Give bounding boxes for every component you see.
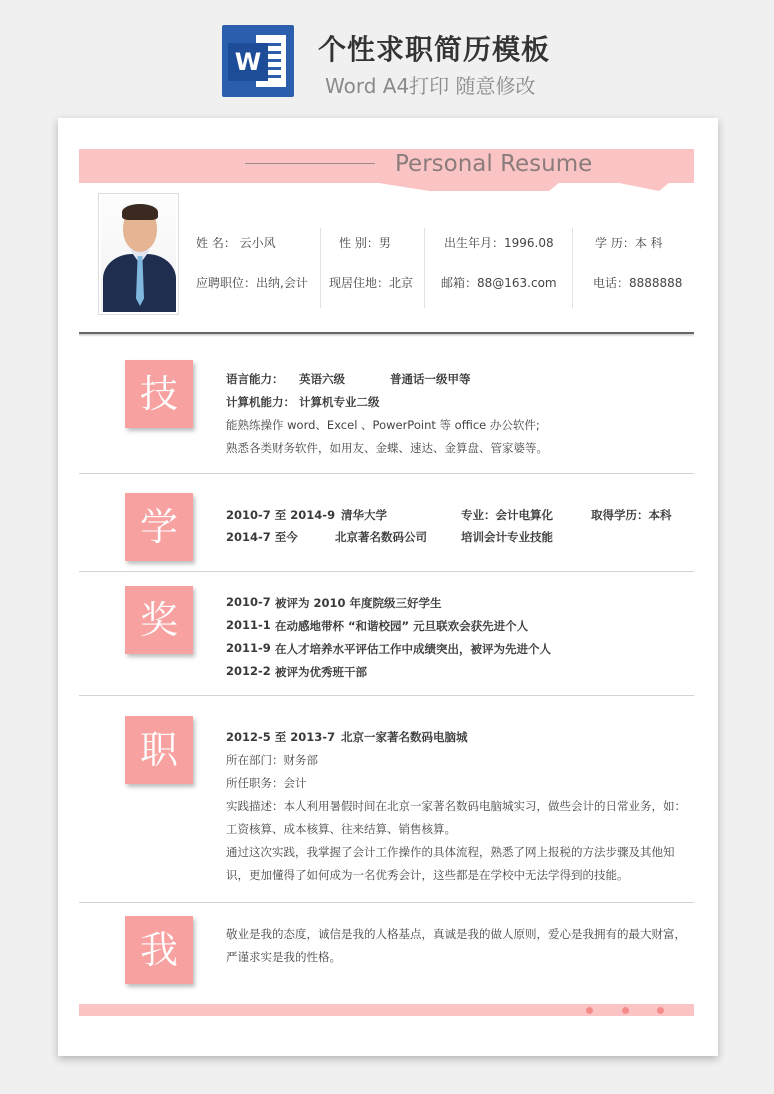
section-divider <box>79 902 694 903</box>
study-org-1: 清华大学 <box>341 508 387 522</box>
award-date: 2011-9 <box>226 641 271 655</box>
skills-computer-label: 计算机能力： <box>226 395 295 409</box>
profile-email: 邮箱：88@163.com <box>441 276 557 290</box>
profile-divider <box>320 228 321 308</box>
work-description: 通过这次实践，我掌握了会计工作操作的具体流程，熟悉了网上报税的方法步骤及其他知 <box>226 845 675 859</box>
footer-dot <box>657 1007 664 1014</box>
award-date: 2010-7 <box>226 595 271 609</box>
study-org-2: 北京著名数码公司 <box>335 530 427 544</box>
page-header <box>0 0 774 118</box>
skills-office: 能熟练操作 word、Excel 、PowerPoint 等 office 办公软件; <box>226 418 540 432</box>
award-date: 2012-2 <box>226 664 271 678</box>
resume-page <box>58 118 718 1056</box>
study-major: 专业：会计电算化 <box>461 508 553 522</box>
profile-rule-shadow <box>79 334 694 337</box>
footer-bar <box>79 1004 694 1016</box>
template-title: 个性求职简历模板 <box>318 33 551 66</box>
profile-name: 姓 名： 云小风 <box>196 236 276 250</box>
profile-divider <box>572 228 573 308</box>
award-text: 在动感地带杯 “和谐校园” 元旦联欢会获先进个人 <box>275 619 529 633</box>
self-evaluation: 敬业是我的态度，诚信是我的人格基点，真诚是我的做人原则，爱心是我拥有的最大财富， <box>226 927 686 941</box>
word-icon-letter: W <box>228 43 268 81</box>
award-text: 被评为优秀班干部 <box>275 665 367 679</box>
profile-education: 学 历：本 科 <box>595 236 663 250</box>
study-period-2: 2014-7 至今 <box>226 530 298 544</box>
work-department: 所在部门：财务部 <box>226 753 318 767</box>
section-tag-study: 学 <box>125 493 193 561</box>
section-divider <box>79 571 694 572</box>
skills-language-label: 语言能力： <box>226 372 284 386</box>
banner-title: Personal Resume <box>395 151 593 177</box>
skills-computer-value: 计算机专业二级 <box>299 395 380 409</box>
study-period-1: 2010-7 至 2014-9 <box>226 508 336 522</box>
section-tag-self: 我 <box>125 916 193 984</box>
work-description: 实践描述：本人利用暑假时间在北京一家著名数码电脑城实习，做些会计的日常业务，如： <box>226 799 686 813</box>
award-text: 被评为 2010 年度院级三好学生 <box>275 596 442 610</box>
work-role: 所任职务：会计 <box>226 776 307 790</box>
work-description: 识，更加懂得了如何成为一名优秀会计，这些都是在学校中无法学得到的技能。 <box>226 868 629 882</box>
footer-dot <box>622 1007 629 1014</box>
work-period: 2012-5 至 2013-7 <box>226 730 336 744</box>
profile-gender: 性 别：男 <box>339 236 391 250</box>
profile-phone: 电话：8888888 <box>593 276 683 290</box>
profile-position: 应聘职位：出纳,会计 <box>196 276 308 290</box>
banner-rule <box>245 163 375 164</box>
study-degree: 取得学历：本科 <box>591 508 672 522</box>
skills-language-1: 英语六级 <box>299 372 345 386</box>
word-icon <box>222 25 294 97</box>
profile-photo <box>98 193 179 315</box>
section-tag-awards: 奖 <box>125 586 193 654</box>
profile-divider <box>424 228 425 308</box>
work-company: 北京一家著名数码电脑城 <box>341 730 468 744</box>
resume-banner <box>79 149 694 183</box>
skills-finance-software: 熟悉各类财务软件，如用友、金蝶、速达、金算盘、管家婆等。 <box>226 441 548 455</box>
self-evaluation: 严谨求实是我的性格。 <box>226 950 341 964</box>
study-desc-2: 培训会计专业技能 <box>461 530 553 544</box>
section-tag-skills: 技 <box>125 360 193 428</box>
award-date: 2011-1 <box>226 618 271 632</box>
footer-dot <box>586 1007 593 1014</box>
award-text: 在人才培养水平评估工作中成绩突出，被评为先进个人 <box>275 642 551 656</box>
profile-birth: 出生年月：1996.08 <box>444 236 554 250</box>
work-description: 工资核算、成本核算、往来结算、销售核算。 <box>226 822 456 836</box>
template-subtitle: Word A4打印 随意修改 <box>325 74 536 98</box>
section-divider <box>79 473 694 474</box>
section-tag-work: 职 <box>125 716 193 784</box>
banner-ribbon-edge <box>79 179 694 193</box>
profile-residence: 现居住地：北京 <box>329 276 414 290</box>
section-divider <box>79 695 694 696</box>
skills-language-2: 普通话一级甲等 <box>390 372 471 386</box>
